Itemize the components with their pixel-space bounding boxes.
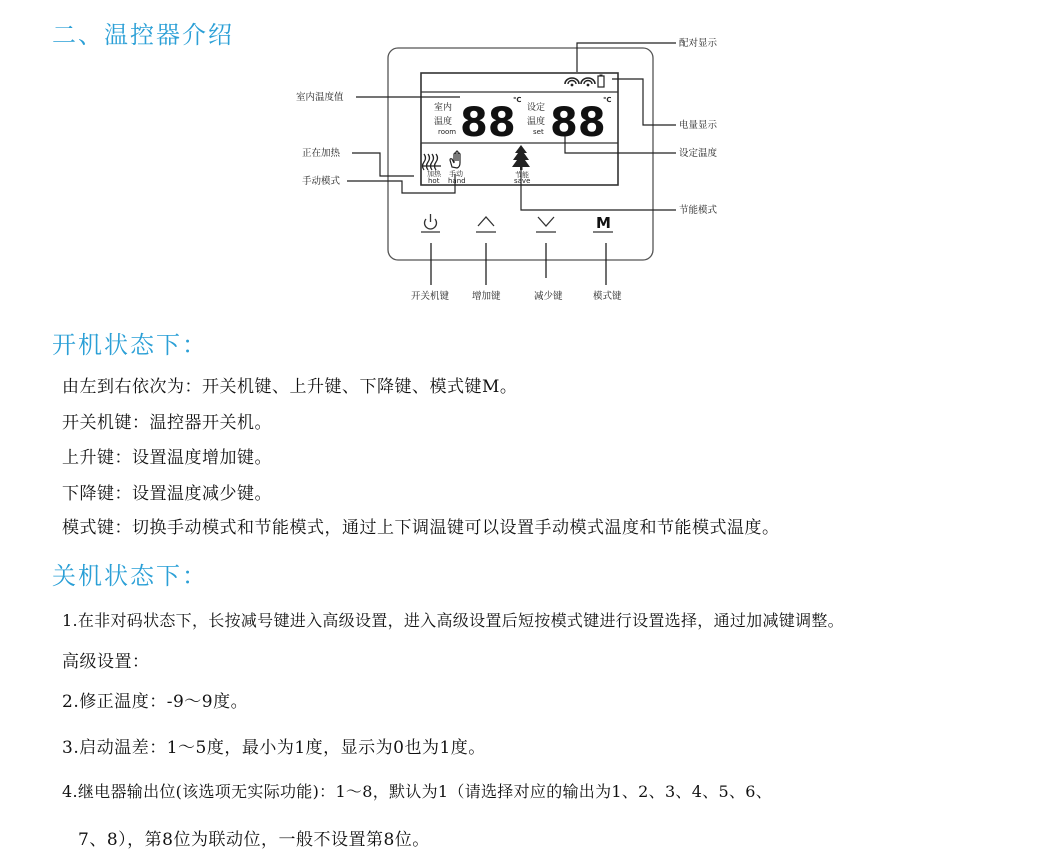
section-title-power-on: 开机状态下：: [52, 331, 208, 359]
set-temp-unit: ℃: [603, 96, 612, 104]
power-on-line-4: 下降键：设置温度减少键。: [62, 484, 272, 504]
hand-label-cn: 手动: [449, 170, 463, 178]
section-title-power-off: 关机状态下：: [52, 562, 208, 590]
callout-battery: 电量显示: [679, 120, 718, 131]
power-on-line-1: 由左到右依次为：开关机键、上升键、下降键、模式键M。: [62, 377, 518, 397]
set-label-1: 设定: [527, 103, 546, 113]
callout-set-temp: 设定温度: [679, 148, 718, 159]
power-on-line-5: 模式键：切换手动模式和节能模式，通过上下调温键可以设置手动模式温度和节能模式温度。: [62, 518, 780, 538]
room-label-1: 室内: [434, 103, 453, 113]
power-off-line-1: 1.在非对码状态下，长按减号键进入高级设置，进入高级设置后短按模式键进行设置选择，通过加减键调整。: [62, 611, 844, 630]
mode-symbol: M: [596, 214, 611, 232]
hot-label-cn: 加热: [427, 170, 441, 178]
set-temp-digits: 88: [550, 100, 606, 146]
set-label-en: set: [533, 128, 544, 136]
power-on-line-3: 上升键：设置温度增加键。: [62, 448, 272, 468]
up-key-label: 增加键: [472, 291, 501, 302]
power-off-line-3: 2.修正温度：-9～9度。: [62, 692, 249, 712]
callout-room-temp: 室内温度值: [296, 92, 344, 103]
thermostat-diagram: [0, 0, 1044, 320]
mode-button[interactable]: [593, 214, 613, 232]
save-label-en: save: [514, 177, 531, 185]
set-label-2: 温度: [527, 117, 546, 127]
room-label-en: room: [438, 128, 457, 136]
power-on-line-2: 开关机键：温控器开关机。: [62, 413, 272, 433]
callout-pairing: 配对显示: [679, 38, 718, 49]
mode-key-label: 模式键: [593, 291, 622, 302]
room-temp-unit: ℃: [513, 96, 522, 104]
power-off-line-2: 高级设置：: [62, 652, 150, 672]
callout-manual-mode: 手动模式: [302, 176, 341, 187]
save-label-cn: 节能: [515, 171, 529, 179]
hot-label-en: hot: [428, 177, 440, 185]
room-temp-digits: 88: [460, 100, 516, 146]
section-title-intro: 二、温控器介绍: [52, 21, 234, 49]
room-label-2: 温度: [434, 117, 453, 127]
power-key-label: 开关机键: [411, 291, 450, 302]
power-off-line-6: 7、8），第8位为联动位，一般不设置第8位。: [78, 830, 430, 850]
callout-energy-mode: 节能模式: [679, 205, 718, 216]
power-off-line-5: 4.继电器输出位(该选项无实际功能)：1～8，默认为1（请选择对应的输出为1、2、3、4、5、6、: [62, 782, 773, 801]
power-off-line-4: 3.启动温差：1～5度，最小为1度，显示为0也为1度。: [62, 738, 486, 758]
down-key-label: 减少键: [534, 291, 563, 302]
hand-label-en: hand: [448, 177, 466, 185]
callout-heating: 正在加热: [302, 148, 341, 159]
